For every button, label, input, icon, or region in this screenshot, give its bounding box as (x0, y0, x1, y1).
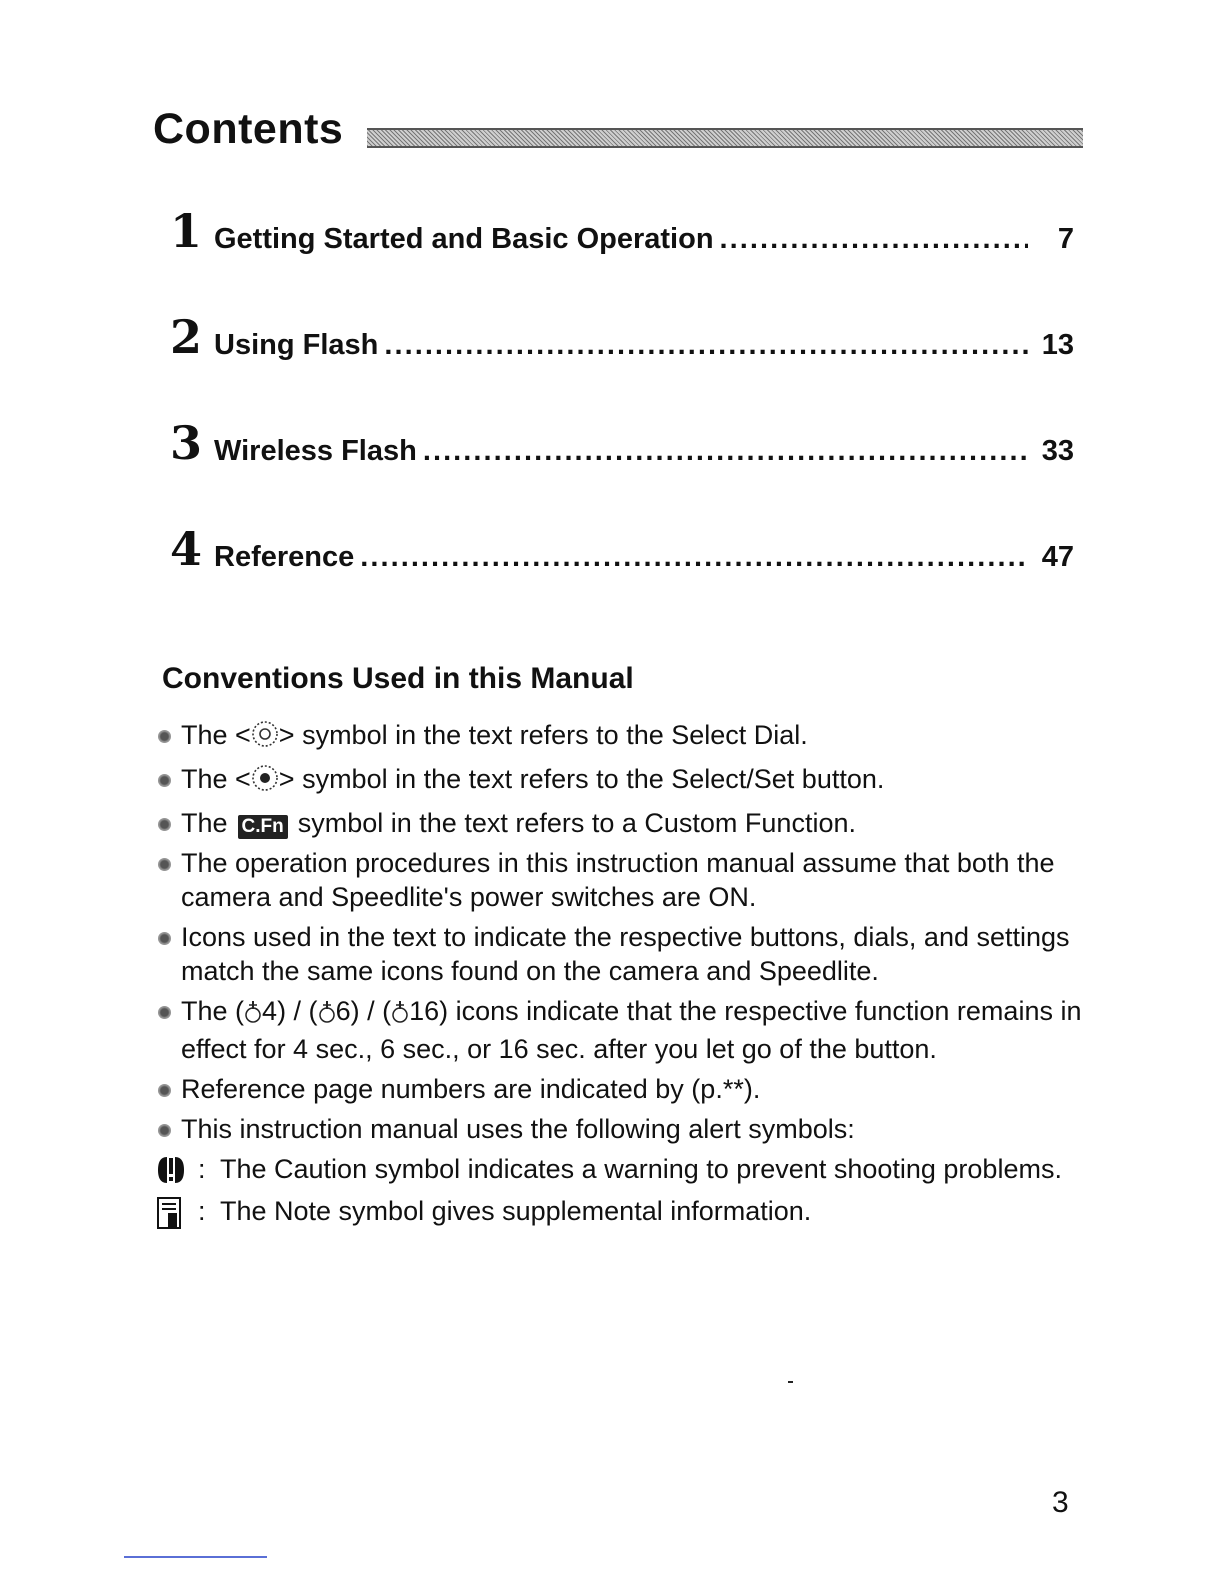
bullet-icon (158, 730, 171, 743)
toc-chapter-title: Getting Started and Basic Operation (214, 223, 714, 255)
list-item: The C.Fn symbol in the text refers to a Custom Function. (156, 806, 1086, 840)
note-icon (156, 1196, 186, 1228)
toc-chapter-title: Wireless Flash (214, 435, 417, 467)
caution-alert-row: : The Caution symbol indicates a warning to prevent shooting problems. (156, 1152, 1086, 1186)
conventions-heading: Conventions Used in this Manual (162, 662, 634, 695)
list-item: Reference page numbers are indicated by (p.**). (156, 1072, 1086, 1106)
stray-mark (788, 1381, 793, 1383)
toc-page-number: 13 (1041, 329, 1074, 361)
list-item: The operation procedures in this instruction manual assume that both the camera and Speedlite's power switches are ON. (156, 846, 1086, 914)
toc-page-number: 47 (1041, 541, 1074, 573)
toc-entry-3[interactable] (170, 416, 1074, 472)
toc-entry-2[interactable] (170, 310, 1074, 366)
bullet-icon (158, 1006, 171, 1019)
toc-page-number: 33 (1041, 435, 1074, 467)
toc-leader-dots (360, 540, 1028, 574)
custom-function-icon: C.Fn (238, 815, 288, 839)
timer-icon (244, 998, 262, 1032)
note-alert-row: : The Note symbol gives supplemental information. (156, 1194, 1086, 1228)
toc-leader-dots (384, 328, 1028, 362)
toc-entry-1[interactable] (170, 204, 1074, 260)
bullet-icon (158, 774, 171, 787)
conventions-list (156, 718, 1086, 1236)
list-item: The ( 4) / ( 6) / ( 16) icons indicate that the respective function remains in effect for 4 sec., 6 sec., or 16 sec. after you let go of the button. (156, 994, 1086, 1066)
list-item: The < > symbol in the text refers to the Select/Set button. (156, 762, 1086, 800)
page-header (153, 104, 1085, 160)
toc-page-number: 7 (1057, 223, 1074, 255)
bullet-icon (158, 858, 171, 871)
page-number: 3 (1052, 1486, 1069, 1519)
toc-leader-dots (423, 434, 1028, 468)
list-item: Icons used in the text to indicate the respective buttons, dials, and settings match the same icons found on the camera and Speedlite. (156, 920, 1086, 988)
timer-icon (318, 998, 336, 1032)
bullet-icon (158, 1124, 171, 1137)
bottom-rule (124, 1556, 267, 1558)
bullet-icon (158, 818, 171, 831)
toc-leader-dots (720, 222, 1028, 256)
list-item: The < > symbol in the text refers to the Select Dial. (156, 718, 1086, 756)
toc-entry-4[interactable] (170, 522, 1074, 578)
toc-chapter-number: 4 (170, 522, 203, 576)
caution-icon (156, 1154, 186, 1186)
bullet-icon (158, 1084, 171, 1097)
toc-chapter-title: Using Flash (214, 329, 379, 361)
page-title: Contents (153, 105, 344, 153)
toc-chapter-number: 3 (170, 416, 203, 470)
timer-icon (391, 998, 409, 1032)
toc-chapter-title: Reference (214, 541, 355, 573)
bullet-icon (158, 932, 171, 945)
toc-chapter-number: 1 (170, 204, 203, 258)
select-set-button-icon (251, 764, 279, 800)
select-dial-icon (251, 720, 279, 756)
title-decorative-bar (367, 128, 1083, 148)
toc-chapter-number: 2 (170, 310, 203, 364)
list-item: This instruction manual uses the following alert symbols: (156, 1112, 1086, 1146)
